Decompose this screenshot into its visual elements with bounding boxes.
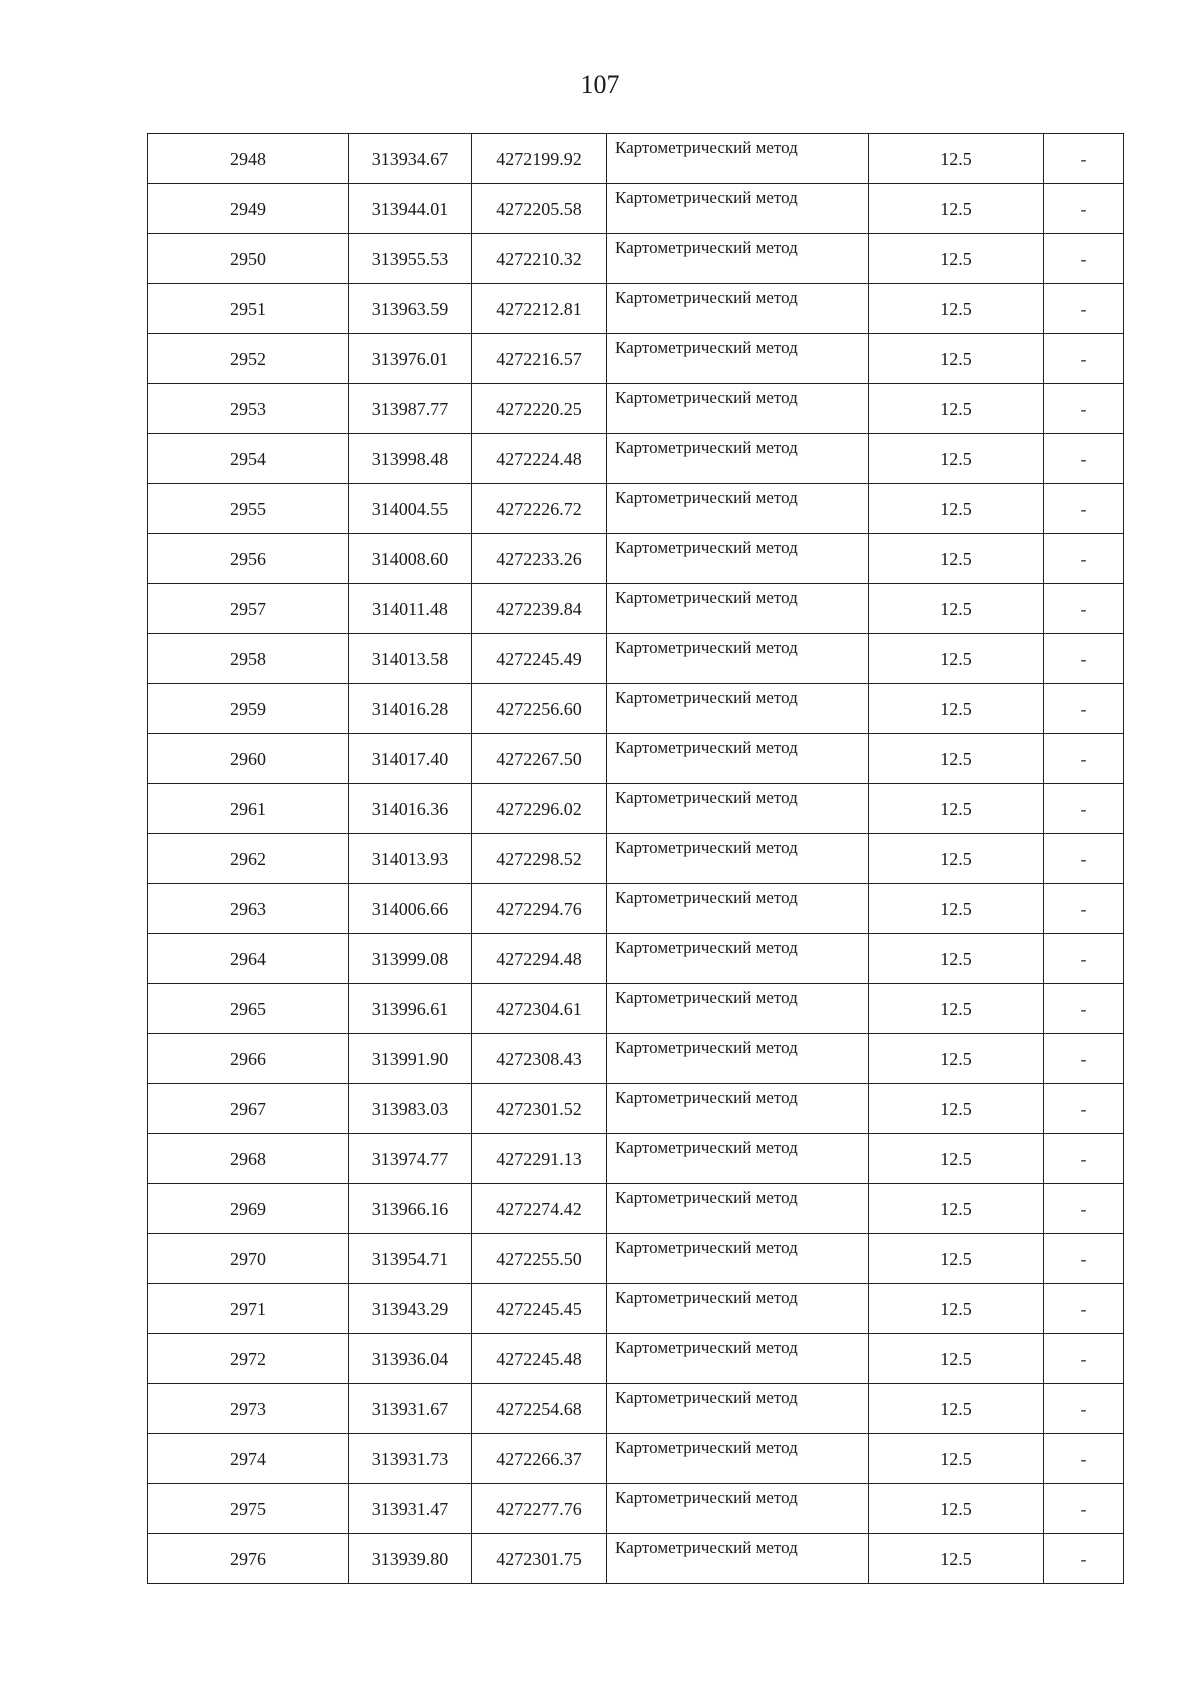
- y-coordinate-cell: 4272274.42: [472, 1184, 607, 1234]
- point-number-cell: 2965: [148, 984, 349, 1034]
- accuracy-cell: 12.5: [869, 884, 1044, 934]
- note-cell: -: [1044, 134, 1124, 184]
- accuracy-cell: 12.5: [869, 134, 1044, 184]
- accuracy-cell: 12.5: [869, 1184, 1044, 1234]
- point-number-cell: 2962: [148, 834, 349, 884]
- x-coordinate-cell: 313939.80: [349, 1534, 472, 1584]
- note-cell: -: [1044, 434, 1124, 484]
- x-coordinate-cell: 313931.47: [349, 1484, 472, 1534]
- accuracy-cell: 12.5: [869, 934, 1044, 984]
- note-cell: -: [1044, 334, 1124, 384]
- table-row: [148, 484, 1124, 534]
- note-cell: -: [1044, 984, 1124, 1034]
- table-row: [148, 284, 1124, 334]
- accuracy-cell: 12.5: [869, 1034, 1044, 1084]
- point-number-cell: 2961: [148, 784, 349, 834]
- accuracy-cell: 12.5: [869, 384, 1044, 434]
- accuracy-cell: 12.5: [869, 434, 1044, 484]
- accuracy-cell: 12.5: [869, 334, 1044, 384]
- point-number-cell: 2949: [148, 184, 349, 234]
- method-cell: Картометрический метод: [607, 634, 869, 684]
- accuracy-cell: 12.5: [869, 834, 1044, 884]
- x-coordinate-cell: 313955.53: [349, 234, 472, 284]
- point-number-cell: 2966: [148, 1034, 349, 1084]
- y-coordinate-cell: 4272277.76: [472, 1484, 607, 1534]
- table-row: [148, 1484, 1124, 1534]
- point-number-cell: 2958: [148, 634, 349, 684]
- table-row: [148, 784, 1124, 834]
- accuracy-cell: 12.5: [869, 1484, 1044, 1534]
- table-row: [148, 884, 1124, 934]
- method-cell: Картометрический метод: [607, 984, 869, 1034]
- accuracy-cell: 12.5: [869, 684, 1044, 734]
- method-cell: Картометрический метод: [607, 284, 869, 334]
- point-number-cell: 2967: [148, 1084, 349, 1134]
- method-cell: Картометрический метод: [607, 684, 869, 734]
- note-cell: -: [1044, 1434, 1124, 1484]
- x-coordinate-cell: 314004.55: [349, 484, 472, 534]
- x-coordinate-cell: 314013.93: [349, 834, 472, 884]
- y-coordinate-cell: 4272291.13: [472, 1134, 607, 1184]
- note-cell: -: [1044, 1534, 1124, 1584]
- y-coordinate-cell: 4272220.25: [472, 384, 607, 434]
- note-cell: -: [1044, 734, 1124, 784]
- x-coordinate-cell: 313936.04: [349, 1334, 472, 1384]
- method-cell: Картометрический метод: [607, 884, 869, 934]
- table-row: [148, 384, 1124, 434]
- y-coordinate-cell: 4272199.92: [472, 134, 607, 184]
- table-row: [148, 1334, 1124, 1384]
- x-coordinate-cell: 313976.01: [349, 334, 472, 384]
- x-coordinate-cell: 314017.40: [349, 734, 472, 784]
- table-row: [148, 1534, 1124, 1584]
- note-cell: -: [1044, 1284, 1124, 1334]
- table-row: [148, 1034, 1124, 1084]
- point-number-cell: 2957: [148, 584, 349, 634]
- point-number-cell: 2956: [148, 534, 349, 584]
- x-coordinate-cell: 313996.61: [349, 984, 472, 1034]
- x-coordinate-cell: 313998.48: [349, 434, 472, 484]
- y-coordinate-cell: 4272226.72: [472, 484, 607, 534]
- note-cell: -: [1044, 534, 1124, 584]
- point-number-cell: 2975: [148, 1484, 349, 1534]
- table-row: [148, 1084, 1124, 1134]
- accuracy-cell: 12.5: [869, 584, 1044, 634]
- accuracy-cell: 12.5: [869, 784, 1044, 834]
- table-row: [148, 534, 1124, 584]
- accuracy-cell: 12.5: [869, 534, 1044, 584]
- accuracy-cell: 12.5: [869, 1384, 1044, 1434]
- point-number-cell: 2950: [148, 234, 349, 284]
- x-coordinate-cell: 313931.73: [349, 1434, 472, 1484]
- point-number-cell: 2953: [148, 384, 349, 434]
- page-number: 107: [580, 70, 620, 99]
- note-cell: -: [1044, 184, 1124, 234]
- table-row: [148, 984, 1124, 1034]
- y-coordinate-cell: 4272255.50: [472, 1234, 607, 1284]
- point-number-cell: 2948: [148, 134, 349, 184]
- note-cell: -: [1044, 1334, 1124, 1384]
- y-coordinate-cell: 4272267.50: [472, 734, 607, 784]
- note-cell: -: [1044, 1134, 1124, 1184]
- point-number-cell: 2963: [148, 884, 349, 934]
- x-coordinate-cell: 313931.67: [349, 1384, 472, 1434]
- method-cell: Картометрический метод: [607, 734, 869, 784]
- note-cell: -: [1044, 1234, 1124, 1284]
- x-coordinate-cell: 313934.67: [349, 134, 472, 184]
- x-coordinate-cell: 314011.48: [349, 584, 472, 634]
- point-number-cell: 2968: [148, 1134, 349, 1184]
- method-cell: Картометрический метод: [607, 1334, 869, 1384]
- note-cell: -: [1044, 884, 1124, 934]
- x-coordinate-cell: 313943.29: [349, 1284, 472, 1334]
- table-row: [148, 734, 1124, 784]
- method-cell: Картометрический метод: [607, 384, 869, 434]
- x-coordinate-cell: 314016.36: [349, 784, 472, 834]
- table-row: [148, 934, 1124, 984]
- accuracy-cell: 12.5: [869, 1234, 1044, 1284]
- point-number-cell: 2976: [148, 1534, 349, 1584]
- point-number-cell: 2971: [148, 1284, 349, 1334]
- note-cell: -: [1044, 1484, 1124, 1534]
- point-number-cell: 2964: [148, 934, 349, 984]
- table-row: [148, 1234, 1124, 1284]
- y-coordinate-cell: 4272245.48: [472, 1334, 607, 1384]
- method-cell: Картометрический метод: [607, 1084, 869, 1134]
- method-cell: Картометрический метод: [607, 434, 869, 484]
- method-cell: Картометрический метод: [607, 234, 869, 284]
- y-coordinate-cell: 4272256.60: [472, 684, 607, 734]
- note-cell: -: [1044, 784, 1124, 834]
- note-cell: -: [1044, 484, 1124, 534]
- point-number-cell: 2960: [148, 734, 349, 784]
- method-cell: Картометрический метод: [607, 1184, 869, 1234]
- x-coordinate-cell: 314013.58: [349, 634, 472, 684]
- table-row: [148, 1134, 1124, 1184]
- y-coordinate-cell: 4272304.61: [472, 984, 607, 1034]
- note-cell: -: [1044, 684, 1124, 734]
- table-row: [148, 234, 1124, 284]
- accuracy-cell: 12.5: [869, 1284, 1044, 1334]
- method-cell: Картометрический метод: [607, 1034, 869, 1084]
- coordinates-table: [147, 133, 1124, 1584]
- accuracy-cell: 12.5: [869, 1434, 1044, 1484]
- x-coordinate-cell: 313944.01: [349, 184, 472, 234]
- accuracy-cell: 12.5: [869, 234, 1044, 284]
- accuracy-cell: 12.5: [869, 1134, 1044, 1184]
- x-coordinate-cell: 313987.77: [349, 384, 472, 434]
- accuracy-cell: 12.5: [869, 634, 1044, 684]
- note-cell: -: [1044, 834, 1124, 884]
- note-cell: -: [1044, 934, 1124, 984]
- note-cell: -: [1044, 1034, 1124, 1084]
- accuracy-cell: 12.5: [869, 1084, 1044, 1134]
- note-cell: -: [1044, 634, 1124, 684]
- x-coordinate-cell: 313983.03: [349, 1084, 472, 1134]
- table-row: [148, 1384, 1124, 1434]
- method-cell: Картометрический метод: [607, 1434, 869, 1484]
- table-row: [148, 634, 1124, 684]
- y-coordinate-cell: 4272294.76: [472, 884, 607, 934]
- y-coordinate-cell: 4272301.52: [472, 1084, 607, 1134]
- method-cell: Картометрический метод: [607, 184, 869, 234]
- method-cell: Картометрический метод: [607, 1134, 869, 1184]
- note-cell: -: [1044, 284, 1124, 334]
- note-cell: -: [1044, 1384, 1124, 1434]
- table-row: [148, 334, 1124, 384]
- table-row: [148, 134, 1124, 184]
- point-number-cell: 2951: [148, 284, 349, 334]
- y-coordinate-cell: 4272254.68: [472, 1384, 607, 1434]
- point-number-cell: 2969: [148, 1184, 349, 1234]
- method-cell: Картометрический метод: [607, 584, 869, 634]
- y-coordinate-cell: 4272210.32: [472, 234, 607, 284]
- point-number-cell: 2973: [148, 1384, 349, 1434]
- note-cell: -: [1044, 1084, 1124, 1134]
- method-cell: Картометрический метод: [607, 1484, 869, 1534]
- note-cell: -: [1044, 384, 1124, 434]
- x-coordinate-cell: 313966.16: [349, 1184, 472, 1234]
- method-cell: Картометрический метод: [607, 534, 869, 584]
- y-coordinate-cell: 4272245.45: [472, 1284, 607, 1334]
- table-row: [148, 434, 1124, 484]
- point-number-cell: 2952: [148, 334, 349, 384]
- point-number-cell: 2959: [148, 684, 349, 734]
- method-cell: Картометрический метод: [607, 334, 869, 384]
- method-cell: Картометрический метод: [607, 1534, 869, 1584]
- method-cell: Картометрический метод: [607, 784, 869, 834]
- note-cell: -: [1044, 584, 1124, 634]
- coordinates-table-body: [148, 134, 1124, 1584]
- table-row: [148, 684, 1124, 734]
- accuracy-cell: 12.5: [869, 1534, 1044, 1584]
- table-row: [148, 584, 1124, 634]
- method-cell: Картометрический метод: [607, 1234, 869, 1284]
- method-cell: Картометрический метод: [607, 1384, 869, 1434]
- point-number-cell: 2974: [148, 1434, 349, 1484]
- table-row: [148, 1184, 1124, 1234]
- y-coordinate-cell: 4272296.02: [472, 784, 607, 834]
- method-cell: Картометрический метод: [607, 1284, 869, 1334]
- accuracy-cell: 12.5: [869, 184, 1044, 234]
- note-cell: -: [1044, 1184, 1124, 1234]
- method-cell: Картометрический метод: [607, 834, 869, 884]
- y-coordinate-cell: 4272212.81: [472, 284, 607, 334]
- y-coordinate-cell: 4272298.52: [472, 834, 607, 884]
- method-cell: Картометрический метод: [607, 934, 869, 984]
- accuracy-cell: 12.5: [869, 734, 1044, 784]
- y-coordinate-cell: 4272308.43: [472, 1034, 607, 1084]
- method-cell: Картометрический метод: [607, 484, 869, 534]
- y-coordinate-cell: 4272224.48: [472, 434, 607, 484]
- x-coordinate-cell: 314016.28: [349, 684, 472, 734]
- x-coordinate-cell: 313991.90: [349, 1034, 472, 1084]
- accuracy-cell: 12.5: [869, 284, 1044, 334]
- y-coordinate-cell: 4272233.26: [472, 534, 607, 584]
- x-coordinate-cell: 313963.59: [349, 284, 472, 334]
- accuracy-cell: 12.5: [869, 1334, 1044, 1384]
- x-coordinate-cell: 313974.77: [349, 1134, 472, 1184]
- table-row: [148, 834, 1124, 884]
- table-row: [148, 184, 1124, 234]
- accuracy-cell: 12.5: [869, 984, 1044, 1034]
- y-coordinate-cell: 4272301.75: [472, 1534, 607, 1584]
- point-number-cell: 2972: [148, 1334, 349, 1384]
- y-coordinate-cell: 4272245.49: [472, 634, 607, 684]
- y-coordinate-cell: 4272239.84: [472, 584, 607, 634]
- y-coordinate-cell: 4272294.48: [472, 934, 607, 984]
- y-coordinate-cell: 4272216.57: [472, 334, 607, 384]
- table-row: [148, 1284, 1124, 1334]
- point-number-cell: 2955: [148, 484, 349, 534]
- table-row: [148, 1434, 1124, 1484]
- x-coordinate-cell: 314006.66: [349, 884, 472, 934]
- x-coordinate-cell: 313954.71: [349, 1234, 472, 1284]
- method-cell: Картометрический метод: [607, 134, 869, 184]
- point-number-cell: 2970: [148, 1234, 349, 1284]
- accuracy-cell: 12.5: [869, 484, 1044, 534]
- y-coordinate-cell: 4272205.58: [472, 184, 607, 234]
- point-number-cell: 2954: [148, 434, 349, 484]
- x-coordinate-cell: 314008.60: [349, 534, 472, 584]
- y-coordinate-cell: 4272266.37: [472, 1434, 607, 1484]
- x-coordinate-cell: 313999.08: [349, 934, 472, 984]
- note-cell: -: [1044, 234, 1124, 284]
